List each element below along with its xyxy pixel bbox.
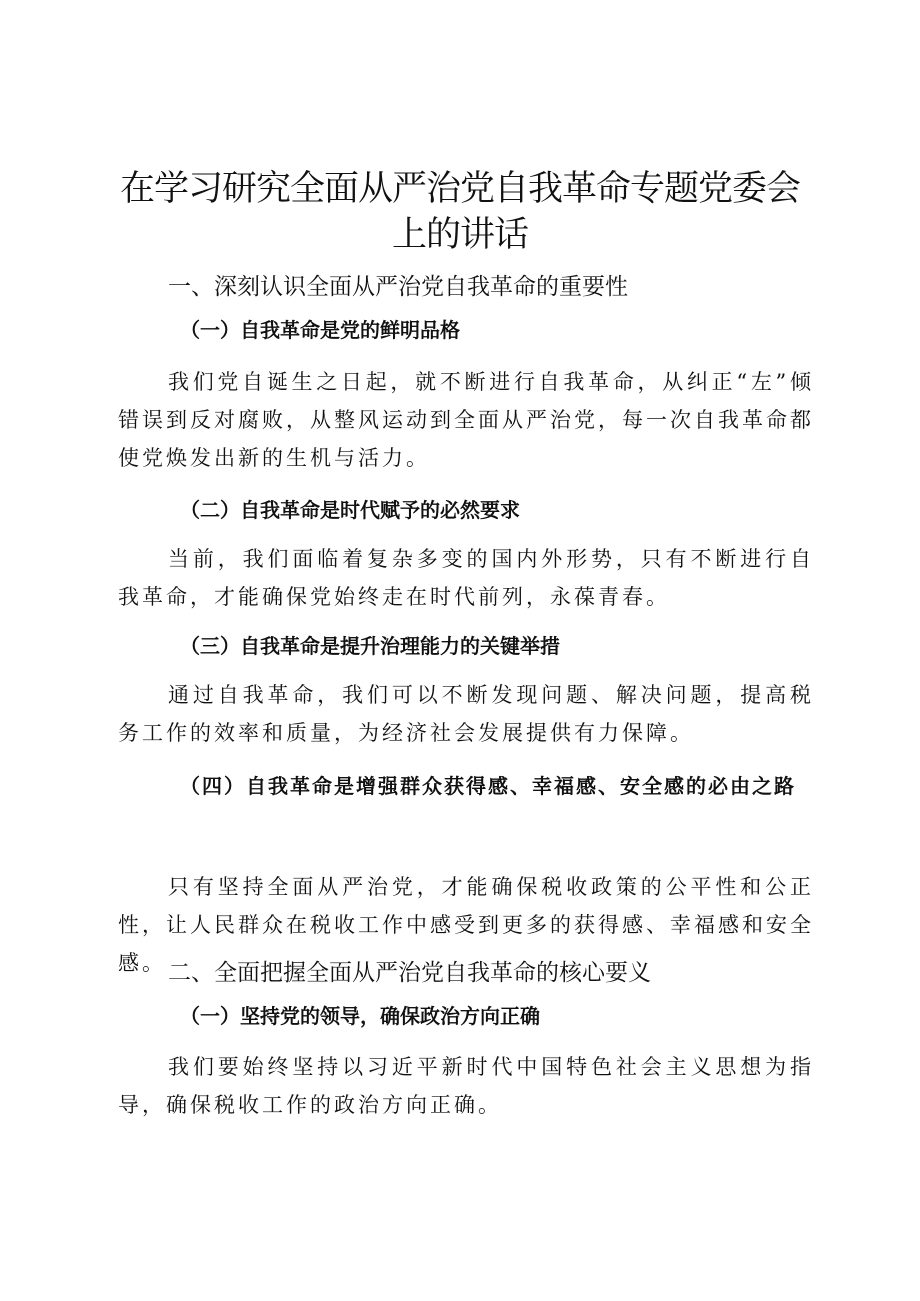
section-1-subsection-3-body: 通过自我革命，我们可以不断发现问题、解决问题，提高税务工作的效率和质量，为经济社会发展提供有力保障。 [118, 683, 814, 745]
document-title-line-1: 在学习研究全面从严治党自我革命专题党委会 [119, 169, 800, 209]
section-1-subsection-3-heading: （三）自我革命是提升治理能力的关键举措 [180, 634, 560, 658]
section-1-subsection-1-body: 我们党自诞生之日起，就不断进行自我革命，从纠正“左”倾错误到反对腐败，从整风运动到全面从严治党，每一次自我革命都使党焕发出新的生机与活力。 [118, 370, 814, 470]
section-1-subsection-2-body: 当前，我们面临着复杂多变的国内外形势，只有不断进行自我革命，才能确保党始终走在时代前列，永葆青春。 [118, 547, 814, 609]
document-title-line-2: 上的讲话 [391, 215, 528, 255]
section-1-subsection-2-heading: （二）自我革命是时代赋予的必然要求 [180, 498, 520, 522]
section-2-heading: 二、全面把握全面从严治党自我革命的核心要义 [168, 960, 651, 986]
section-2-subsection-1-heading: （一）坚持党的领导，确保政治方向正确 [180, 1004, 540, 1028]
section-1-subsection-4-heading: （四）自我革命是增强群众获得感、幸福感、安全感的必由之路 [180, 774, 796, 798]
section-1-subsection-4-body: 只有坚持全面从严治党，才能确保税收政策的公平性和公正性，让人民群众在税收工作中感受到更多的获得感、幸福感和安全感。 [118, 875, 814, 975]
section-1-heading: 一、深刻认识全面从严治党自我革命的重要性 [168, 274, 628, 300]
section-2-subsection-1-body: 我们要始终坚持以习近平新时代中国特色社会主义思想为指导，确保税收工作的政治方向正确。 [118, 1055, 814, 1117]
section-1-subsection-1-heading: （一）自我革命是党的鲜明品格 [180, 318, 460, 342]
